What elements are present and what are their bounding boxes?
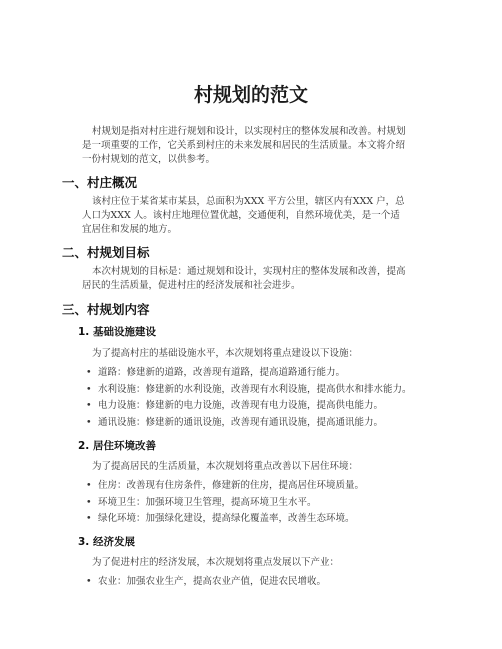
s1-line-1: 该村庄位于某省某市某县，总面积为XXX 平方公里，辖区内有XXX 户，总	[92, 196, 405, 207]
section-1-heading: 一、村庄概况	[62, 175, 138, 190]
intro-paragraph	[82, 125, 406, 167]
section-3-heading: 三、村规划内容	[62, 302, 150, 317]
list-item: • 道路：修建新的道路，改善现有道路，提高道路通行能力。	[84, 365, 412, 382]
section-1-body	[82, 195, 405, 237]
section-2-heading: 二、村规划目标	[62, 245, 150, 260]
subsection-1-list	[84, 365, 412, 431]
subsection-1-intro: 为了提高村庄的基础设施水平，本次规划将重点建设以下设施：	[92, 348, 359, 359]
intro-line-1: 村规划是指对村庄进行规划和设计，以实现村庄的整体发展和改善。村规划	[92, 126, 406, 137]
s2-line-2: 居民的生活质量，促进村庄的经济发展和社会进步。	[82, 280, 301, 291]
subsection-3-list	[84, 574, 326, 591]
list-item: • 绿化环境：加强绿化建设，提高绿化覆盖率，改善生态环境。	[84, 511, 364, 528]
list-item: • 通讯设施：修建新的通讯设施，改善现有通讯设施，提高通讯能力。	[84, 415, 412, 432]
list-item: • 环境卫生：加强环境卫生管理，提高环境卫生水平。	[84, 495, 364, 512]
list-item: • 电力设施：修建新的电力设施，改善现有电力设施，提高供电能力。	[84, 398, 412, 415]
subsection-2-heading: 2. 居住环境改善	[78, 440, 156, 452]
document-title: 村规划的范文	[193, 84, 308, 106]
s2-line-1: 本次村规划的目标是：通过规划和设计，实现村庄的整体发展和改善，提高	[92, 266, 406, 277]
list-item: • 住房：改善现有住房条件，修建新的住房，提高居住环境质量。	[84, 478, 364, 495]
intro-line-3: 一份村规划的范文，以供参考。	[82, 154, 216, 165]
subsection-1-heading: 1. 基础设施建设	[78, 326, 156, 338]
s1-line-2: 人口为XXX 人。该村庄地理位置优越，交通便利，自然环境优美，是一个适	[82, 210, 400, 221]
list-item: • 水利设施：修建新的水利设施，改善现有水利设施，提高供水和排水能力。	[84, 382, 412, 399]
subsection-2-list	[84, 478, 364, 528]
section-2-body	[82, 265, 406, 293]
list-item: • 农业：加强农业生产，提高农业产值，促进农民增收。	[84, 574, 326, 591]
subsection-3-intro: 为了促进村庄的经济发展，本次规划将重点发展以下产业：	[92, 557, 340, 568]
intro-line-2: 是一项重要的工作，它关系到村庄的未来发展和居民的生活质量。本文将介绍	[82, 140, 406, 151]
subsection-2-intro: 为了提高居民的生活质量，本次规划将重点改善以下居住环境：	[92, 461, 359, 472]
subsection-3-heading: 3. 经济发展	[78, 536, 135, 548]
s1-line-3: 宜居住和发展的地方。	[82, 224, 178, 235]
